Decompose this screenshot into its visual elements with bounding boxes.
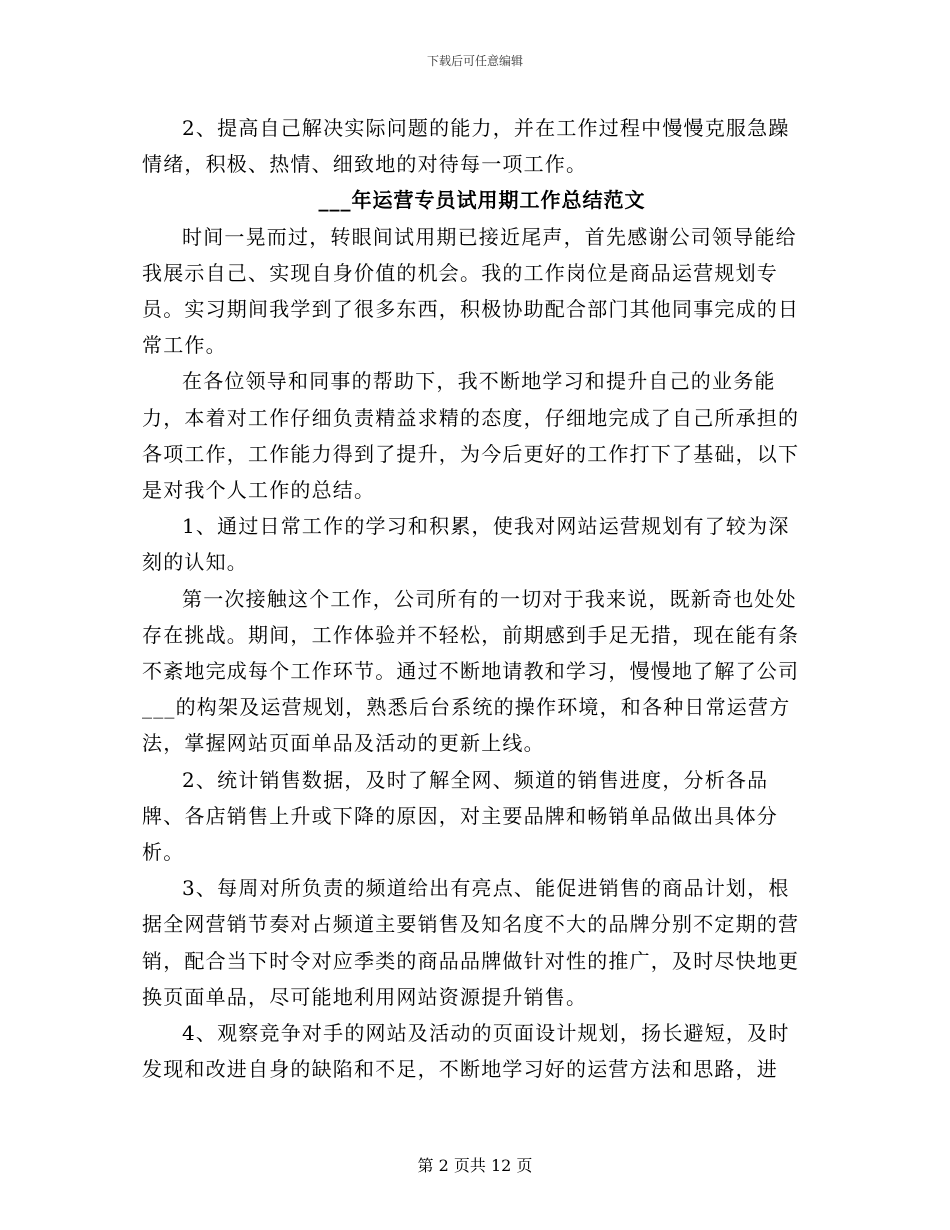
page-header: 下载后可任意编辑 [426,54,523,68]
page-number: 第 2 页共 12 页 [417,1156,533,1175]
paragraph: 4、观察竞争对手的网站及活动的页面设计规划，扬长避短，及时发现和改进自身的缺陷和不足，不断地学习好的运营方法和思路，进 [142,1021,790,1082]
paragraph: 2、统计销售数据，及时了解全网、频道的销售进度，分析各品牌、各店销售上升或下降的原因，对主要品牌和畅销单品做出具体分析。 [142,767,778,865]
paragraph: 2、提高自己解决实际问题的能力，并在工作过程中慢慢克服急躁情绪，积极、热情、细致地的对待每一项工作。 [142,116,790,177]
paragraph: 时间一晃而过，转眼间试用期已接近尾声，首先感谢公司领导能给我展示自己、实现自身价值的机会。我的工作岗位是商品运营规划专员。实习期间我学到了很多东西，积极协助配合部门其他同事完成的日常工作。 [142,224,800,358]
document-body [142,110,810,1087]
paragraph: 第一次接触这个工作，公司所有的一切对于我来说，既新奇也处处存在挑战。期间，工作体验并不轻松，前期感到手足无措，现在能有条不紊地完成每个工作环节。通过不断地请教和学习，慢慢地了解了公司___的构架及运营规划，熟悉后台系统的操作环境，和各种日常运营方法，掌握网站页面单品及活动的更新上线。 [142,586,800,756]
section-title: ___年运营专员试用期工作总结范文 [318,188,646,213]
paragraph: 1、通过日常工作的学习和积累，使我对网站运营规划有了较为深刻的认知。 [142,514,790,575]
paragraph: 在各位领导和同事的帮助下，我不断地学习和提升自己的业务能力，本着对工作仔细负责精益求精的态度，仔细地完成了自己所承担的各项工作，工作能力得到了提升，为今后更好的工作打下了基础，以下是对我个人工作的总结。 [142,369,800,503]
paragraph: 3、每周对所负责的频道给出有亮点、能促进销售的商品计划，根据全网营销节奏对占频道主要销售及知名度不大的品牌分别不定期的营销，配合当下时令对应季类的商品品牌做针对性的推广，及时尽快地更换页面单品，尽可能地利用网站资源提升销售。 [142,876,800,1009]
